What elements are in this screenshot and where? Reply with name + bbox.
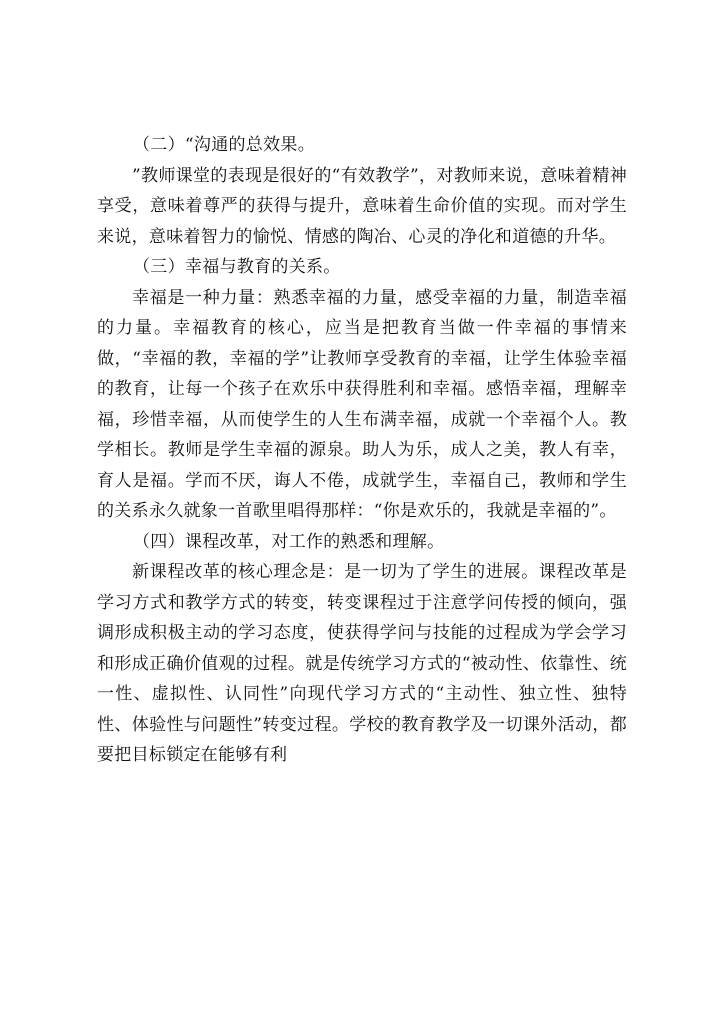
section-heading-2: （二）“沟通的总效果。 [133, 135, 315, 155]
paragraph-happiness-education: 幸福是一种力量：熟悉幸福的力量，感受幸福的力量，制造幸福的力量。幸福教育的核心，应当是把教育当做一件幸福的事情来做，“幸福的教，幸福的学”让教师享受教育的幸福，让学生体验幸福的教育，让每一个孩子在欢乐中获得胜利和幸福。感悟幸福，理解幸福，珍惜幸福，从而使学生的人生布满幸福，成就一个幸福个人。教学相长。教师是学生幸福的源泉。助人为乐，成人之美，教人有幸，育人是福。学而不厌，诲人不倦，成就学生，幸福自己，教师和学生的关系永久就象一首歌里唱得那样：“你是欢乐的，我就是幸福的”。 [97, 287, 627, 521]
section-heading-4: （四）课程改革，对工作的熟悉和理解。 [133, 531, 445, 552]
section-heading-3: （三）幸福与教育的关系。 [133, 257, 341, 277]
paragraph-effective-teaching: ”教师课堂的表现是很好的“有效教学”，对教师来说，意味着精神享受，意味着尊严的获得与提升，意味着生命价值的实现。而对学生来说，意味着智力的愉悦、情感的陶冶、心灵的净化和道德的升华。 [97, 165, 627, 247]
paragraph-curriculum-reform: 新课程改革的核心理念是：是一切为了学生的进展。课程改革是学习方式和教学方式的转变，转变课程过于注意学问传授的倾向，强调形成积极主动的学习态度，使获得学问与技能的过程成为学会学习和形成正确价值观的过程。就是传统学习方式的“被动性、依靠性、统一性、虚拟性、认同性”向现代学习方式的“主动性、独立性、独特性、体验性与问题性”转变过程。学校的教育教学及一切课外活动，都要把目标锁定在能够有利 [97, 562, 627, 765]
document-body [97, 130, 627, 771]
